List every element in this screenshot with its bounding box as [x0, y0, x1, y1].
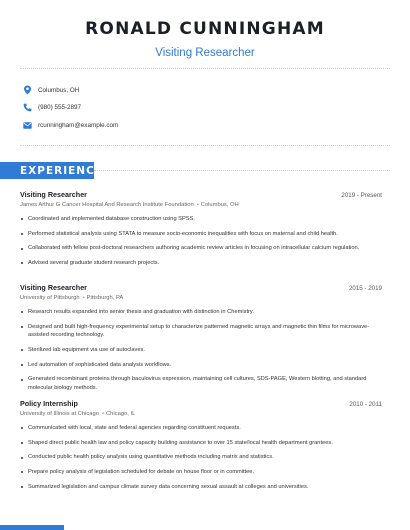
contact-phone	[22, 100, 81, 114]
job-title: Visiting Researcher	[20, 283, 87, 292]
contact-location	[22, 83, 79, 97]
divider	[20, 68, 390, 69]
list-item: Collaborated with fellow post-doctoral researchers authoring academic review articles in focusing on intracellular calcium regulation.	[20, 244, 382, 253]
job-date: 2010 - 2011	[349, 401, 382, 408]
job-date: 2015 - 2019	[348, 285, 382, 292]
section-heading-experience	[0, 162, 103, 179]
candidate-title: Visiting Researcher	[155, 47, 255, 59]
map-pin-icon	[22, 85, 33, 96]
contact-email	[22, 118, 118, 132]
envelope-icon	[22, 120, 33, 131]
job-entry: Visiting Researcher 2019 - Present James Arthur G Cancer Hospital And Research Institute Foundation • Columbus, OH Coordinated and implemented database construction using SPSS. Performed statistical analysis using STATA to measure socio-economic inequalities with focus on maternal and child health. Collaborated with fellow post-doctoral researchers authoring academic review articles in focusing on intracellular calcium regulation. Advised several graduate student research projects.	[20, 190, 382, 267]
list-item: Research results expanded into senior thesis and graduation with distinction in Chemistry.	[20, 308, 382, 317]
phone-icon	[22, 102, 33, 113]
job-location: Columbus, OH	[200, 202, 239, 208]
list-item: Summarized legislation and campus climate survey data concerning sexual assault at colleges and universities.	[20, 483, 382, 492]
job-title: Policy Internship	[20, 399, 78, 408]
job-organization: University of Pittsburgh	[20, 295, 80, 301]
list-item: Prepare policy analysis of legislation scheduled for debate on house floor or in committee.	[20, 468, 382, 477]
job-entry: Policy Internship 2010 - 2011 University of Illinois at Chicago • Chicago, IL Communicated with local, state and federal agencies regarding constituent requests. Shaped direct public health law and policy capacity building assistance to over 15 state/local health department grantees. Conducted public health policy analysis using quantitative methods including matrix and statistics. Prepare policy analysis of legislation scheduled for debate on house floor or in committee. Summarized legislation and campus climate survey data concerning sexual assault at colleges and universities.	[20, 399, 382, 490]
list-item: Led automation of sophisticated data analysis workflows.	[20, 361, 382, 370]
job-entry: Visiting Researcher 2015 - 2019 University of Pittsburgh • Pittsburgh, PA Research results expanded into senior thesis and graduation with distinction in Chemistry. Designed and built high-frequency experimental setup to characterize patterned magnetic arrays and magnetic thin films for microwave-assisted recording technology. Sterilized lab equipment via use of autoclaves. Led automation of sophisticated data analysis workflows. Generated recombinant proteins through baculovirus expression, maintaining cell cultures, SDS-PAGE, Western blotting, and standard molecular biology methods.	[20, 283, 382, 391]
job-date: 2019 - Present	[341, 192, 382, 199]
list-item: Conducted public health policy analysis using quantitative methods including matrix and statistics.	[20, 453, 382, 462]
list-item: Communicated with local, state and federal agencies regarding constituent requests.	[20, 424, 382, 433]
list-item: Coordinated and implemented database construction using SPSS.	[20, 215, 382, 224]
job-location: Chicago, IL	[105, 411, 136, 417]
list-item: Advised several graduate student research projects.	[20, 259, 382, 268]
list-item: Shaped direct public health law and policy capacity building assistance to over 15 state/local health department grantees.	[20, 439, 382, 448]
list-item: Generated recombinant proteins through baculovirus expression, maintaining cell cultures, SDS-PAGE, Western blotting, and standard molecular biology methods.	[20, 375, 382, 392]
section-title: EXPERIENCE	[20, 164, 103, 177]
job-title: Visiting Researcher	[20, 190, 87, 199]
email-text: rcunningham@example.com	[38, 121, 119, 129]
location-text: Columbus, OH	[38, 86, 80, 94]
job-organization: University of Illinois at Chicago	[20, 411, 99, 417]
resume-header	[0, 0, 410, 60]
section-rule	[94, 170, 390, 171]
list-item: Designed and built high-frequency experimental setup to characterize patterned magnetic arrays and magnetic thin films for microwave-assisted recording technology.	[20, 323, 382, 340]
next-section-bar	[0, 525, 64, 530]
candidate-name: RONALD CUNNINGHAM	[85, 19, 325, 39]
divider	[20, 145, 390, 146]
list-item: Sterilized lab equipment via use of autoclaves.	[20, 346, 382, 355]
phone-text: (980) 555-2897	[38, 103, 82, 111]
list-item: Performed statistical analysis using STATA to measure socio-economic inequalities with focus on maternal and child health.	[20, 230, 382, 239]
job-organization: James Arthur G Cancer Hospital And Research Institute Foundation	[20, 202, 194, 208]
job-location: Pittsburgh, PA	[86, 295, 124, 301]
